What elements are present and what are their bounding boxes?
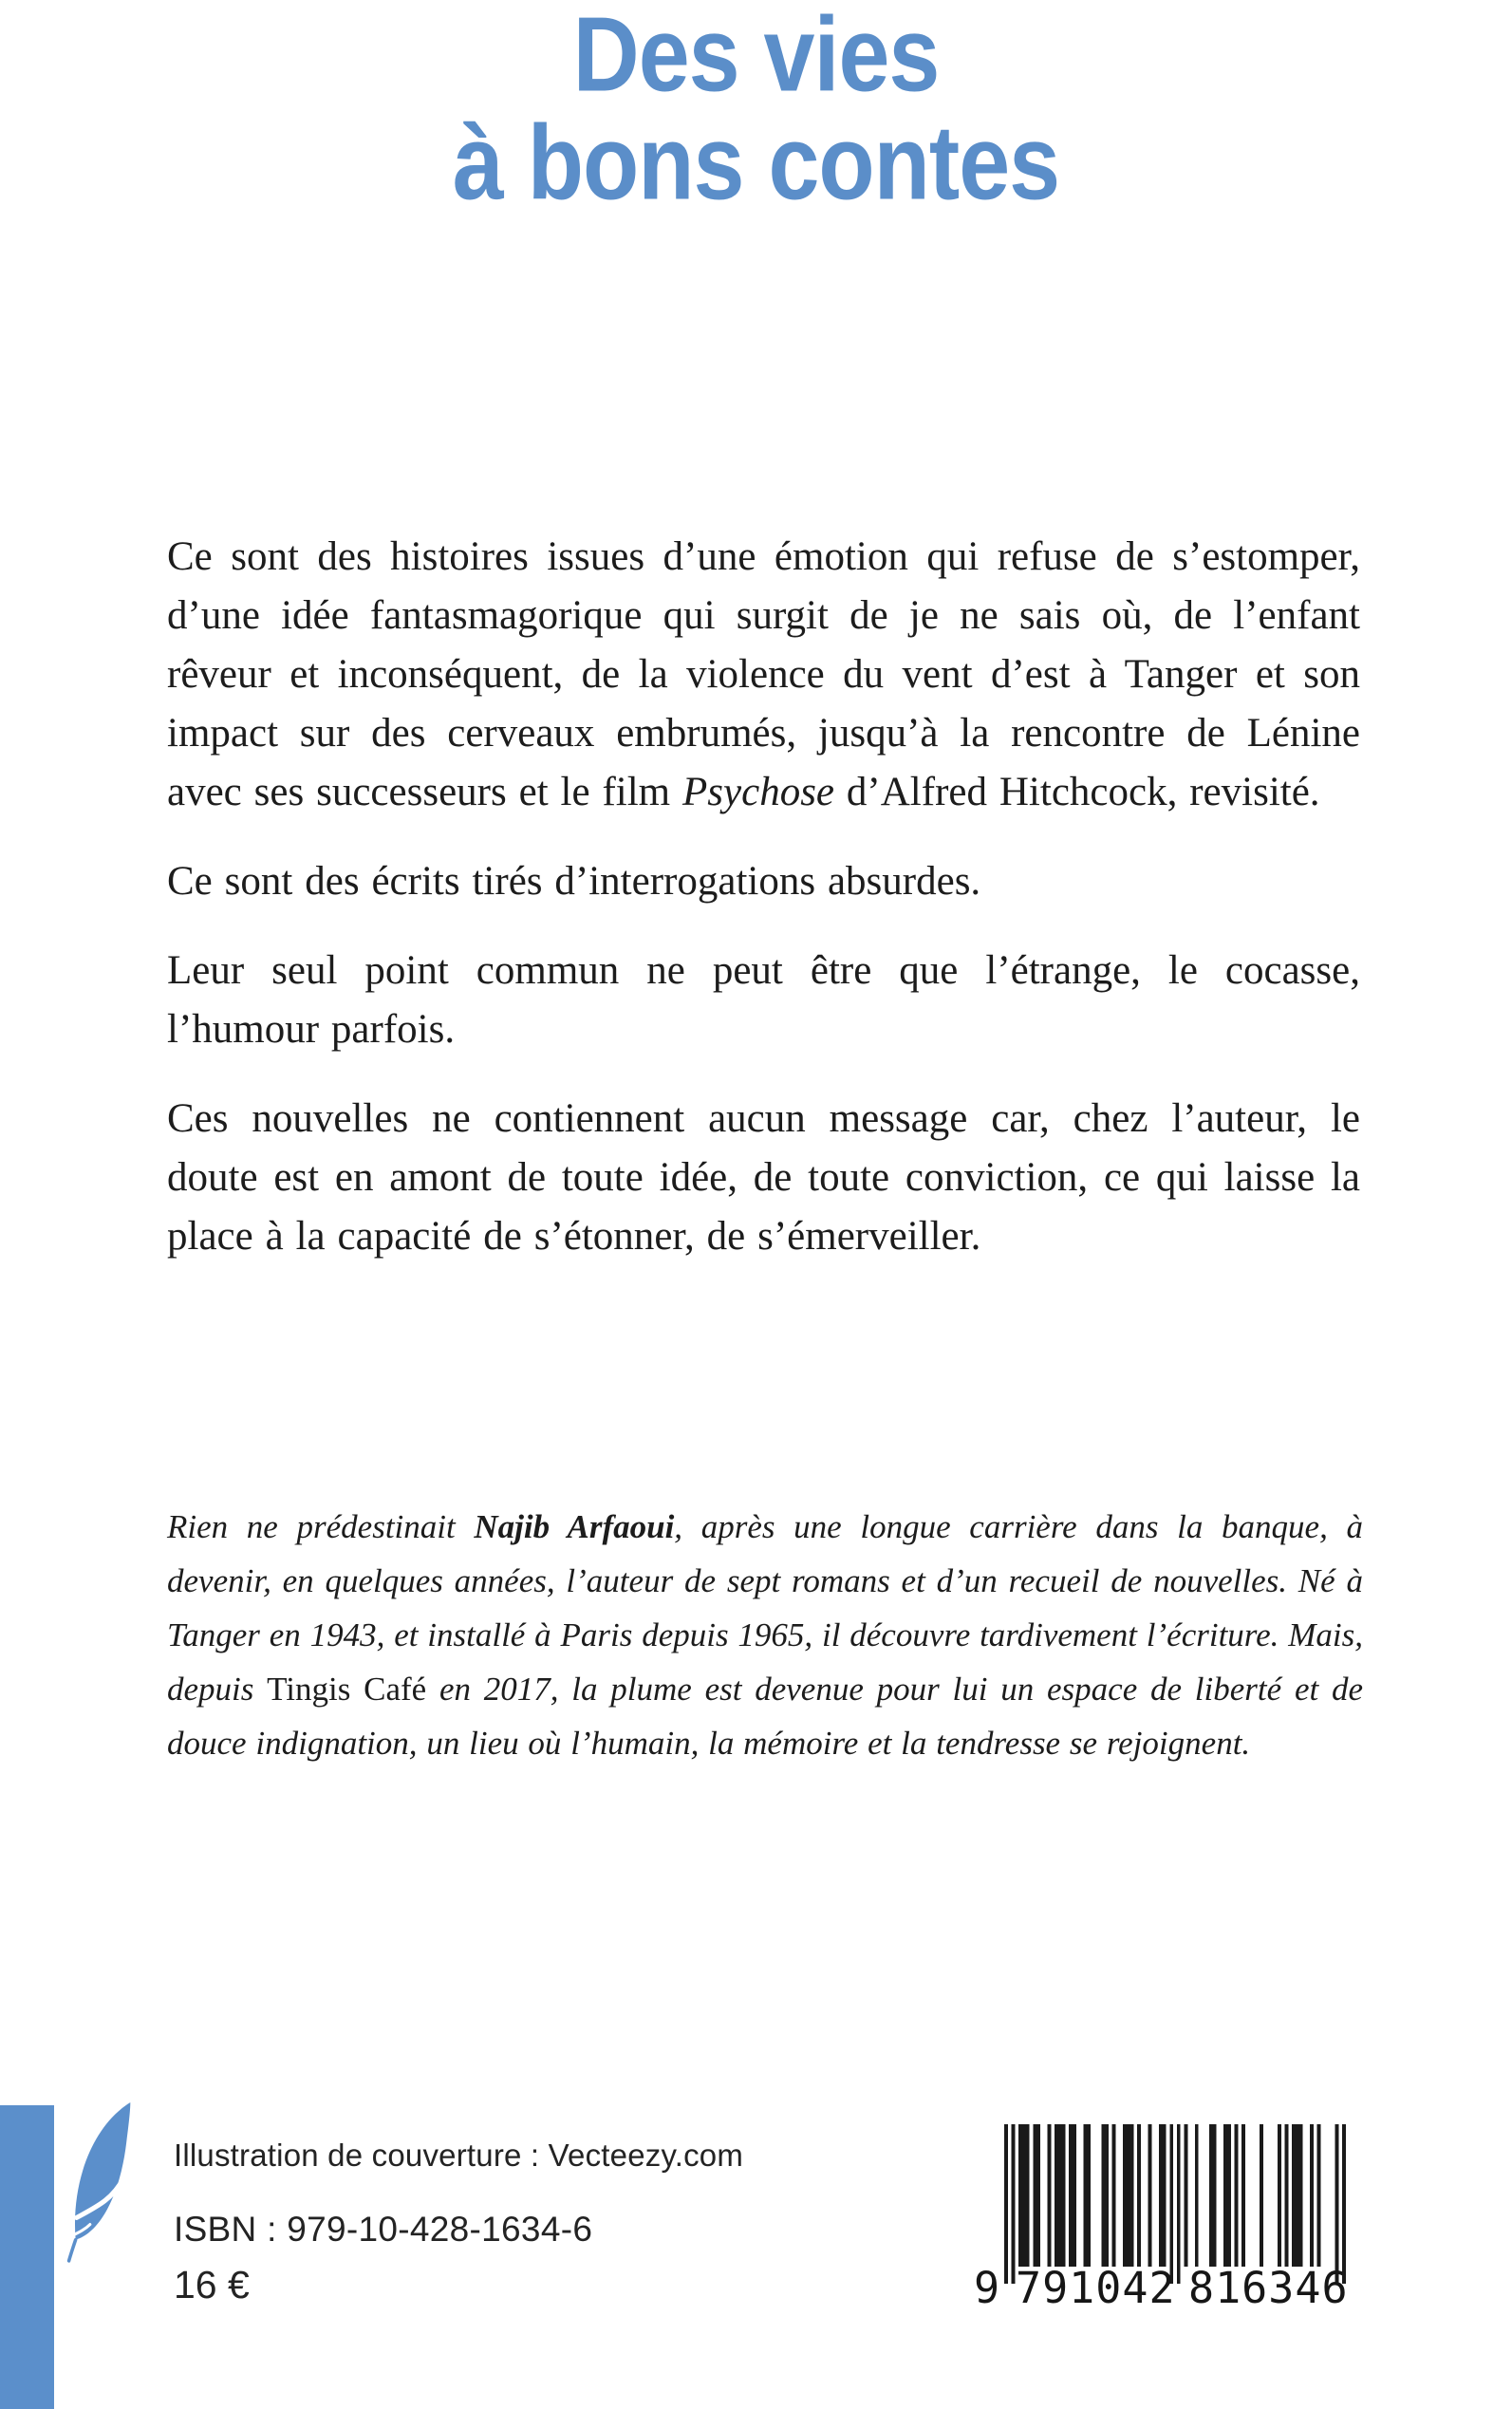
synopsis-p1-text: Ce sont des histoires issues d’une émotion qui refuse de s’estomper, d’une idée fantasmagorique qui surgit de je ne sais où, de l’enfant rêveur et inconséquent, de la violence du vent d’est à Tanger et son impact sur des cerveaux embrumés, jusqu’à la rencontre de Lénine avec ses successeurs et le film (167, 534, 1360, 814)
synopsis-paragraph-4: Ces nouvelles ne contiennent aucun message car, chez l’auteur, le doute est en amont de toute idée, de toute conviction, ce qui laisse la place à la capacité de s’étonner, de s’émerveiller. (167, 1096, 1360, 1259)
synopsis-p1-end: d’Alfred Hitchcock, revisité. (834, 770, 1320, 814)
ean13-barcode (974, 2124, 1348, 2314)
author-name: Najib Arfaoui (474, 1508, 675, 1545)
synopsis (167, 528, 1360, 1297)
barcode-digits-left: 791042 (1016, 2263, 1176, 2313)
synopsis-paragraph-1 (167, 528, 1360, 822)
book-title-line-2: à bons contes (452, 103, 1060, 222)
quill-feather-icon (61, 2100, 148, 2263)
barcode-digit-prefix: 9 (974, 2263, 1001, 2313)
price: 16 € (174, 2263, 250, 2306)
barcode-digits-right: 816346 (1188, 2263, 1349, 2313)
synopsis-p1-film-title: Psychose (682, 770, 835, 814)
synopsis-paragraph-3: Leur seul point commun ne peut être que l’étrange, le cocasse, l’humour parfois. (167, 948, 1360, 1052)
bio-text-2: , après une longue carrière dans la banque, à devenir, en quelques années, l’auteur de sept romans et d’un recueil de nouvelles. Né à Tanger en 1943, et installé à Paris depuis 1965, il découvre tardivement l’écriture. Mais, depuis (167, 1508, 1363, 1708)
spine-accent-strip (0, 2105, 54, 2409)
bio-text-3: en 2017, la plume est devenue pour lui un espace de liberté et de douce indignation, un lieu où l’humain, la mémoire et la tendresse se rejoignent. (167, 1671, 1363, 1762)
bio-text-1: Rien ne prédestinait (167, 1508, 475, 1545)
previous-book-title: Tingis Café (267, 1671, 427, 1708)
isbn-number: ISBN : 979-10-428-1634-6 (174, 2210, 593, 2249)
book-title-line-1: Des vies (572, 0, 940, 114)
author-bio (167, 1500, 1363, 1770)
synopsis-paragraph-2: Ce sont des écrits tirés d’interrogations absurdes. (167, 859, 981, 904)
illustration-credit: Illustration de couverture : Vecteezy.com (174, 2138, 744, 2173)
book-title (0, 0, 1512, 222)
